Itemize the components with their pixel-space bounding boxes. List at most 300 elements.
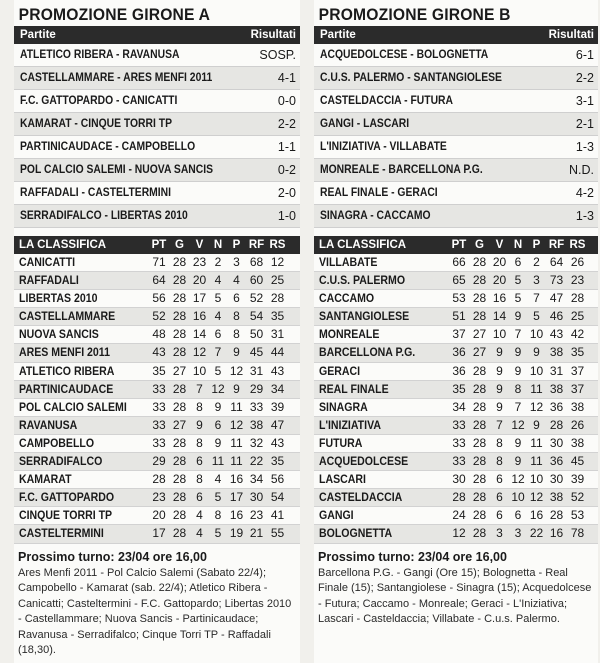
stat-value: 39	[570, 472, 585, 487]
match-score: 6-1	[575, 48, 594, 62]
results-header	[314, 26, 598, 44]
standings-row	[14, 453, 300, 471]
team-name: REAL FINALE	[319, 381, 389, 396]
stat-value: 2	[214, 255, 222, 269]
stat-value: 31	[549, 363, 564, 378]
match-name: KAMARAT - CINQUE TORRI TP	[20, 118, 172, 130]
stat-value: 26	[570, 255, 585, 269]
stat-value: 28	[172, 435, 187, 450]
team-name: LASCARI	[319, 472, 366, 487]
standings-row	[314, 453, 598, 471]
stat-value: 28	[172, 255, 187, 269]
stat-value: 9	[496, 345, 503, 360]
match-score: 4-2	[575, 186, 594, 200]
team-name: CASTELDACCIA	[319, 490, 403, 505]
match-name: F.C. GATTOPARDO - CANICATTI	[20, 95, 178, 107]
team-name: CINQUE TORRI TP	[19, 508, 113, 523]
stat-value: 10	[529, 363, 544, 378]
stat-value: 54	[249, 309, 264, 324]
stat-value: 33	[152, 399, 166, 414]
stat-value: 8	[196, 435, 203, 450]
standings-row	[14, 525, 300, 543]
stat-value: 28	[472, 454, 487, 469]
stat-value: 31	[270, 327, 285, 342]
stat-value: 11	[230, 454, 243, 469]
stat-value: 52	[249, 291, 264, 306]
stat-value: 43	[270, 363, 285, 378]
result-row	[314, 67, 598, 90]
stat-value: 12	[511, 417, 525, 432]
stat-value: 5	[214, 291, 222, 306]
stat-value: 27	[172, 363, 187, 378]
team-name: BARCELLONA P.G.	[319, 345, 416, 360]
stat-value: 35	[452, 381, 466, 396]
stat-value: 4	[214, 309, 222, 324]
stat-value: 29	[249, 381, 264, 396]
stat-value: 33	[249, 399, 264, 414]
stat-value: 12	[192, 345, 207, 360]
stat-value: 8	[496, 454, 503, 469]
stat-value: 8	[233, 309, 240, 324]
column-header: P	[532, 239, 541, 251]
stat-value: 65	[452, 273, 466, 288]
stat-value: 33	[152, 417, 166, 432]
stat-value: 22	[529, 526, 544, 541]
stat-value: 16	[492, 291, 507, 306]
stat-value: 28	[172, 508, 187, 523]
stat-value: 28	[472, 381, 487, 396]
stat-value: 2	[533, 255, 540, 269]
stat-value: 8	[196, 472, 203, 487]
match-score: 1-3	[575, 209, 594, 223]
stat-value: 38	[549, 490, 564, 505]
stat-value: 9	[496, 363, 503, 378]
team-name: L'INIZIATIVA	[319, 417, 381, 432]
stat-value: 68	[249, 255, 264, 269]
team-name: CAMPOBELLO	[19, 435, 95, 450]
stat-value: 28	[152, 472, 166, 487]
stat-value: 28	[549, 508, 564, 523]
stat-value: 9	[533, 345, 540, 360]
standings-row	[314, 344, 598, 362]
stat-value: 7	[496, 417, 503, 432]
stat-value: 37	[452, 327, 466, 342]
standings-row	[14, 507, 300, 525]
stat-value: 12	[270, 255, 285, 269]
stat-value: 38	[570, 399, 585, 414]
stat-value: 28	[472, 399, 487, 414]
results-header-left: Partite	[320, 29, 356, 41]
standings-row	[314, 381, 598, 399]
stat-value: 4	[196, 508, 203, 523]
stat-value: 64	[549, 255, 564, 269]
team-name: CANICATTI	[19, 255, 76, 269]
stat-value: 8	[496, 435, 503, 450]
column-header: P	[232, 239, 241, 251]
result-row	[14, 182, 300, 205]
standings-row	[14, 381, 300, 399]
stat-value: 6	[514, 255, 522, 269]
stat-value: 16	[529, 508, 544, 523]
standings-row	[314, 417, 598, 435]
standings-row	[14, 435, 300, 453]
stat-value: 66	[452, 255, 466, 269]
stat-value: 35	[270, 454, 285, 469]
result-row	[14, 90, 300, 113]
standings-row	[14, 272, 300, 290]
stat-value: 3	[514, 526, 522, 541]
match-score: 1-0	[277, 209, 296, 223]
standings-row	[14, 308, 300, 326]
stat-value: 28	[472, 255, 487, 269]
stat-value: 38	[570, 435, 585, 450]
match-score: 1-3	[575, 140, 594, 154]
team-name: C.U.S. PALERMO	[319, 273, 406, 288]
match-name: POL CALCIO SALEMI - NUOVA SANCIS	[20, 164, 214, 176]
team-name: FUTURA	[319, 435, 363, 450]
standings-title: LA CLASSIFICA	[319, 239, 407, 251]
standings-header	[14, 236, 300, 254]
stat-value: 53	[452, 291, 466, 306]
stat-value: 35	[152, 363, 166, 378]
stat-value: 12	[452, 526, 466, 541]
result-row	[314, 113, 598, 136]
results-list	[14, 44, 300, 228]
results-header	[14, 26, 300, 44]
stat-value: 28	[172, 309, 187, 324]
stat-value: 5	[214, 490, 222, 505]
team-name: CASTELLAMMARE	[19, 309, 116, 324]
stat-value: 28	[172, 327, 187, 342]
match-name: C.U.S. PALERMO - SANTANGIOLESE	[320, 72, 502, 84]
stat-value: 8	[514, 381, 522, 396]
stat-value: 14	[492, 309, 507, 324]
stat-value: 3	[233, 255, 240, 269]
stat-value: 43	[270, 435, 285, 450]
stat-value: 50	[249, 327, 264, 342]
match-score: 2-0	[277, 186, 296, 200]
column-header: RS	[269, 239, 286, 251]
match-score: 2-2	[575, 71, 594, 85]
stat-value: 46	[549, 309, 564, 324]
standings-row	[314, 399, 598, 417]
stat-value: 28	[172, 490, 187, 505]
section-title: PROMOZIONE GIRONE A	[18, 5, 211, 24]
column-header: RF	[248, 239, 265, 251]
result-row	[314, 159, 598, 182]
next-round-title: Prossimo turno: 23/04 ore 16,00	[18, 549, 207, 564]
stat-value: 9	[533, 417, 540, 432]
stat-value: 38	[549, 345, 564, 360]
next-round-text: Barcellona P.G. - Gangi (Ore 15); Bolognetta - Real Finale (15); Santangiolese - Sinagra (15); Acquedolcese - Futura; Caccamo - Monreale; Geraci - L'Iniziativa; Lascari - Casteldaccia; Villabate - C.u.s. Palermo.	[318, 566, 592, 625]
stat-value: 28	[172, 273, 187, 288]
stat-value: 52	[152, 309, 166, 324]
stat-value: 20	[492, 273, 507, 288]
stat-value: 3	[533, 273, 540, 288]
stat-value: 6	[514, 508, 522, 523]
stat-value: 11	[230, 435, 243, 450]
column-header: N	[513, 239, 523, 251]
column-header: RS	[569, 239, 586, 251]
stat-value: 43	[152, 345, 166, 360]
stat-value: 28	[570, 291, 585, 306]
stat-value: 10	[529, 327, 544, 342]
match-name: ACQUEDOLCESE - BOLOGNETTA	[320, 49, 489, 61]
stat-value: 34	[270, 381, 285, 396]
standings-row	[314, 363, 598, 381]
stat-value: 31	[249, 363, 264, 378]
standings-row	[14, 363, 300, 381]
match-score: 3-1	[575, 94, 594, 108]
stat-value: 12	[529, 399, 544, 414]
stat-value: 33	[152, 381, 166, 396]
result-row	[14, 67, 300, 90]
stat-value: 4	[214, 273, 222, 288]
stat-value: 32	[249, 435, 264, 450]
stat-value: 5	[214, 526, 222, 541]
stat-value: 28	[452, 490, 466, 505]
stat-value: 34	[452, 399, 466, 414]
standings-row	[14, 254, 300, 272]
team-name: RAVANUSA	[19, 417, 78, 432]
team-name: VILLABATE	[319, 255, 378, 269]
stat-value: 6	[496, 490, 503, 505]
stat-value: 26	[570, 417, 585, 432]
team-name: MONREALE	[319, 327, 380, 342]
result-row	[314, 90, 598, 113]
stat-value: 41	[270, 508, 285, 523]
stat-value: 28	[472, 508, 487, 523]
standings-row	[14, 471, 300, 489]
stat-value: 20	[492, 255, 507, 269]
match-name: L'INIZIATIVA - VILLABATE	[320, 141, 447, 153]
result-row	[314, 44, 598, 67]
stat-value: 54	[270, 490, 285, 505]
match-score: 4-1	[277, 71, 296, 85]
standings-row	[314, 272, 598, 290]
team-name: POL CALCIO SALEMI	[19, 399, 127, 414]
standings-title: LA CLASSIFICA	[19, 239, 107, 251]
stat-value: 4	[196, 526, 203, 541]
stat-value: 28	[472, 273, 487, 288]
match-name: PARTINICAUDACE - CAMPOBELLO	[20, 141, 196, 153]
result-row	[14, 136, 300, 159]
stat-value: 37	[570, 381, 585, 396]
next-round-text: Ares Menfi 2011 - Pol Calcio Salemi (Sabato 22/4); Campobello - Kamarat (sab. 22/4); Atletico Ribera - Canicatti; Casteltermini - F.C. Gattopardo; Libertas 2010 - Castellammare; Nuova Sancis - Partinicaudace; Ravanusa - Serradifalco; Cinque Torri TP - Raffadali (18,30).	[18, 566, 292, 656]
match-name: ATLETICO RIBERA - RAVANUSA	[20, 49, 180, 61]
stat-value: 7	[533, 291, 540, 306]
stat-value: 9	[233, 345, 240, 360]
stat-value: 28	[172, 472, 187, 487]
stat-value: 47	[549, 291, 564, 306]
column-header: N	[213, 239, 223, 251]
stat-value: 10	[492, 327, 507, 342]
stat-value: 28	[472, 417, 487, 432]
match-score: 0-0	[277, 94, 296, 108]
team-name: SERRADIFALCO	[19, 454, 103, 469]
stat-value: 29	[152, 454, 166, 469]
results-list	[314, 44, 598, 228]
match-name: RAFFADALI - CASTELTERMINI	[20, 187, 172, 199]
standings-row	[314, 326, 598, 344]
team-name: SANTANGIOLESE	[319, 309, 410, 324]
stat-value: 16	[229, 508, 244, 523]
stat-value: 20	[152, 508, 166, 523]
stat-value: 7	[214, 345, 222, 360]
column-header: G	[175, 239, 184, 251]
match-score: 0-2	[277, 163, 296, 177]
stat-value: 19	[229, 526, 244, 541]
stat-value: 28	[472, 291, 487, 306]
standings-row	[314, 471, 598, 489]
stat-value: 33	[452, 417, 466, 432]
stat-value: 9	[233, 381, 240, 396]
standings-row	[314, 507, 598, 525]
match-name: MONREALE - BARCELLONA P.G.	[320, 164, 483, 176]
stat-value: 22	[249, 454, 264, 469]
stat-value: 45	[249, 345, 264, 360]
stat-value: 36	[549, 454, 564, 469]
stat-value: 17	[229, 490, 244, 505]
stat-value: 27	[172, 417, 187, 432]
stat-value: 60	[249, 273, 264, 288]
stat-value: 37	[570, 363, 585, 378]
stat-value: 56	[270, 472, 285, 487]
stat-value: 30	[452, 472, 466, 487]
stat-value: 33	[452, 454, 466, 469]
stat-value: 16	[192, 309, 207, 324]
standings-row	[314, 254, 598, 272]
stat-value: 12	[229, 363, 244, 378]
stat-value: 27	[472, 345, 487, 360]
stat-value: 6	[196, 490, 203, 505]
standings-row	[314, 290, 598, 308]
stat-value: 28	[270, 291, 285, 306]
stat-value: 10	[192, 363, 207, 378]
team-name: SINAGRA	[319, 399, 368, 414]
stat-value: 28	[172, 381, 187, 396]
stat-value: 17	[192, 291, 207, 306]
stat-value: 11	[230, 399, 243, 414]
match-name: CASTELDACCIA - FUTURA	[320, 95, 454, 107]
stat-value: 10	[511, 490, 525, 505]
stat-value: 23	[570, 273, 585, 288]
result-row	[314, 136, 598, 159]
team-name: CACCAMO	[319, 291, 375, 306]
team-name: ACQUEDOLCESE	[319, 454, 409, 469]
stat-value: 28	[472, 363, 487, 378]
stat-value: 9	[514, 454, 522, 469]
stat-value: 9	[496, 381, 503, 396]
stat-value: 35	[570, 345, 585, 360]
standings-row	[14, 326, 300, 344]
stat-value: 23	[249, 508, 264, 523]
stat-value: 28	[172, 399, 187, 414]
stat-value: 27	[472, 327, 487, 342]
stat-value: 20	[192, 273, 207, 288]
column-header: RF	[548, 239, 565, 251]
stat-value: 39	[270, 399, 285, 414]
standings-row	[314, 489, 598, 507]
standings-table	[14, 254, 300, 544]
stat-value: 71	[152, 255, 166, 269]
stat-value: 64	[152, 273, 166, 288]
match-name: GANGI - LASCARI	[320, 118, 410, 130]
stat-value: 36	[549, 399, 564, 414]
stat-value: 11	[530, 381, 543, 396]
stat-value: 23	[192, 255, 207, 269]
team-name: NUOVA SANCIS	[19, 327, 99, 342]
team-name: GANGI	[319, 508, 354, 523]
stat-value: 6	[214, 327, 222, 342]
stat-value: 5	[514, 291, 522, 306]
girone-b-column	[314, 0, 598, 663]
stat-value: 38	[249, 417, 264, 432]
stat-value: 23	[152, 490, 166, 505]
stat-value: 45	[570, 454, 585, 469]
stat-value: 24	[452, 508, 466, 523]
stat-value: 7	[514, 399, 522, 414]
stat-value: 6	[196, 454, 203, 469]
stat-value: 8	[214, 508, 222, 523]
girone-a-column	[14, 0, 300, 663]
stat-value: 12	[211, 381, 225, 396]
stat-value: 9	[196, 417, 203, 432]
match-name: SINAGRA - CACCAMO	[320, 210, 431, 222]
stat-value: 35	[270, 309, 285, 324]
stat-value: 34	[249, 472, 264, 487]
stat-value: 9	[514, 435, 522, 450]
stat-value: 42	[570, 327, 585, 342]
stat-value: 30	[549, 435, 564, 450]
results-header-right: Risultati	[250, 29, 296, 41]
match-score: SOSP.	[259, 48, 296, 62]
standings-row	[314, 525, 598, 543]
stat-value: 7	[196, 381, 203, 396]
result-row	[314, 205, 598, 228]
stat-value: 28	[472, 490, 487, 505]
stat-value: 28	[472, 309, 487, 324]
team-name: PARTINICAUDACE	[19, 381, 114, 396]
team-name: RAFFADALI	[19, 273, 79, 288]
stat-value: 11	[530, 454, 543, 469]
stat-value: 17	[152, 526, 166, 541]
stat-value: 21	[249, 526, 264, 541]
next-round-title: Prossimo turno: 23/04 ore 16,00	[318, 549, 507, 564]
stat-value: 8	[233, 327, 240, 342]
stat-value: 6	[496, 472, 503, 487]
stat-value: 33	[452, 435, 466, 450]
match-score: N.D.	[569, 163, 594, 177]
stat-value: 73	[549, 273, 564, 288]
match-score: 2-1	[575, 117, 594, 131]
stat-value: 12	[229, 417, 244, 432]
result-row	[14, 205, 300, 228]
result-row	[14, 44, 300, 67]
standings-row	[14, 399, 300, 417]
stat-value: 55	[270, 526, 285, 541]
stat-value: 9	[496, 399, 503, 414]
standings-row	[314, 435, 598, 453]
stat-value: 28	[472, 472, 487, 487]
column-header: V	[195, 239, 204, 251]
stat-value: 6	[214, 417, 222, 432]
stat-value: 33	[152, 435, 166, 450]
standings-row	[14, 489, 300, 507]
stat-value: 28	[549, 417, 564, 432]
section-title: PROMOZIONE GIRONE B	[318, 5, 511, 24]
stat-value: 38	[549, 381, 564, 396]
